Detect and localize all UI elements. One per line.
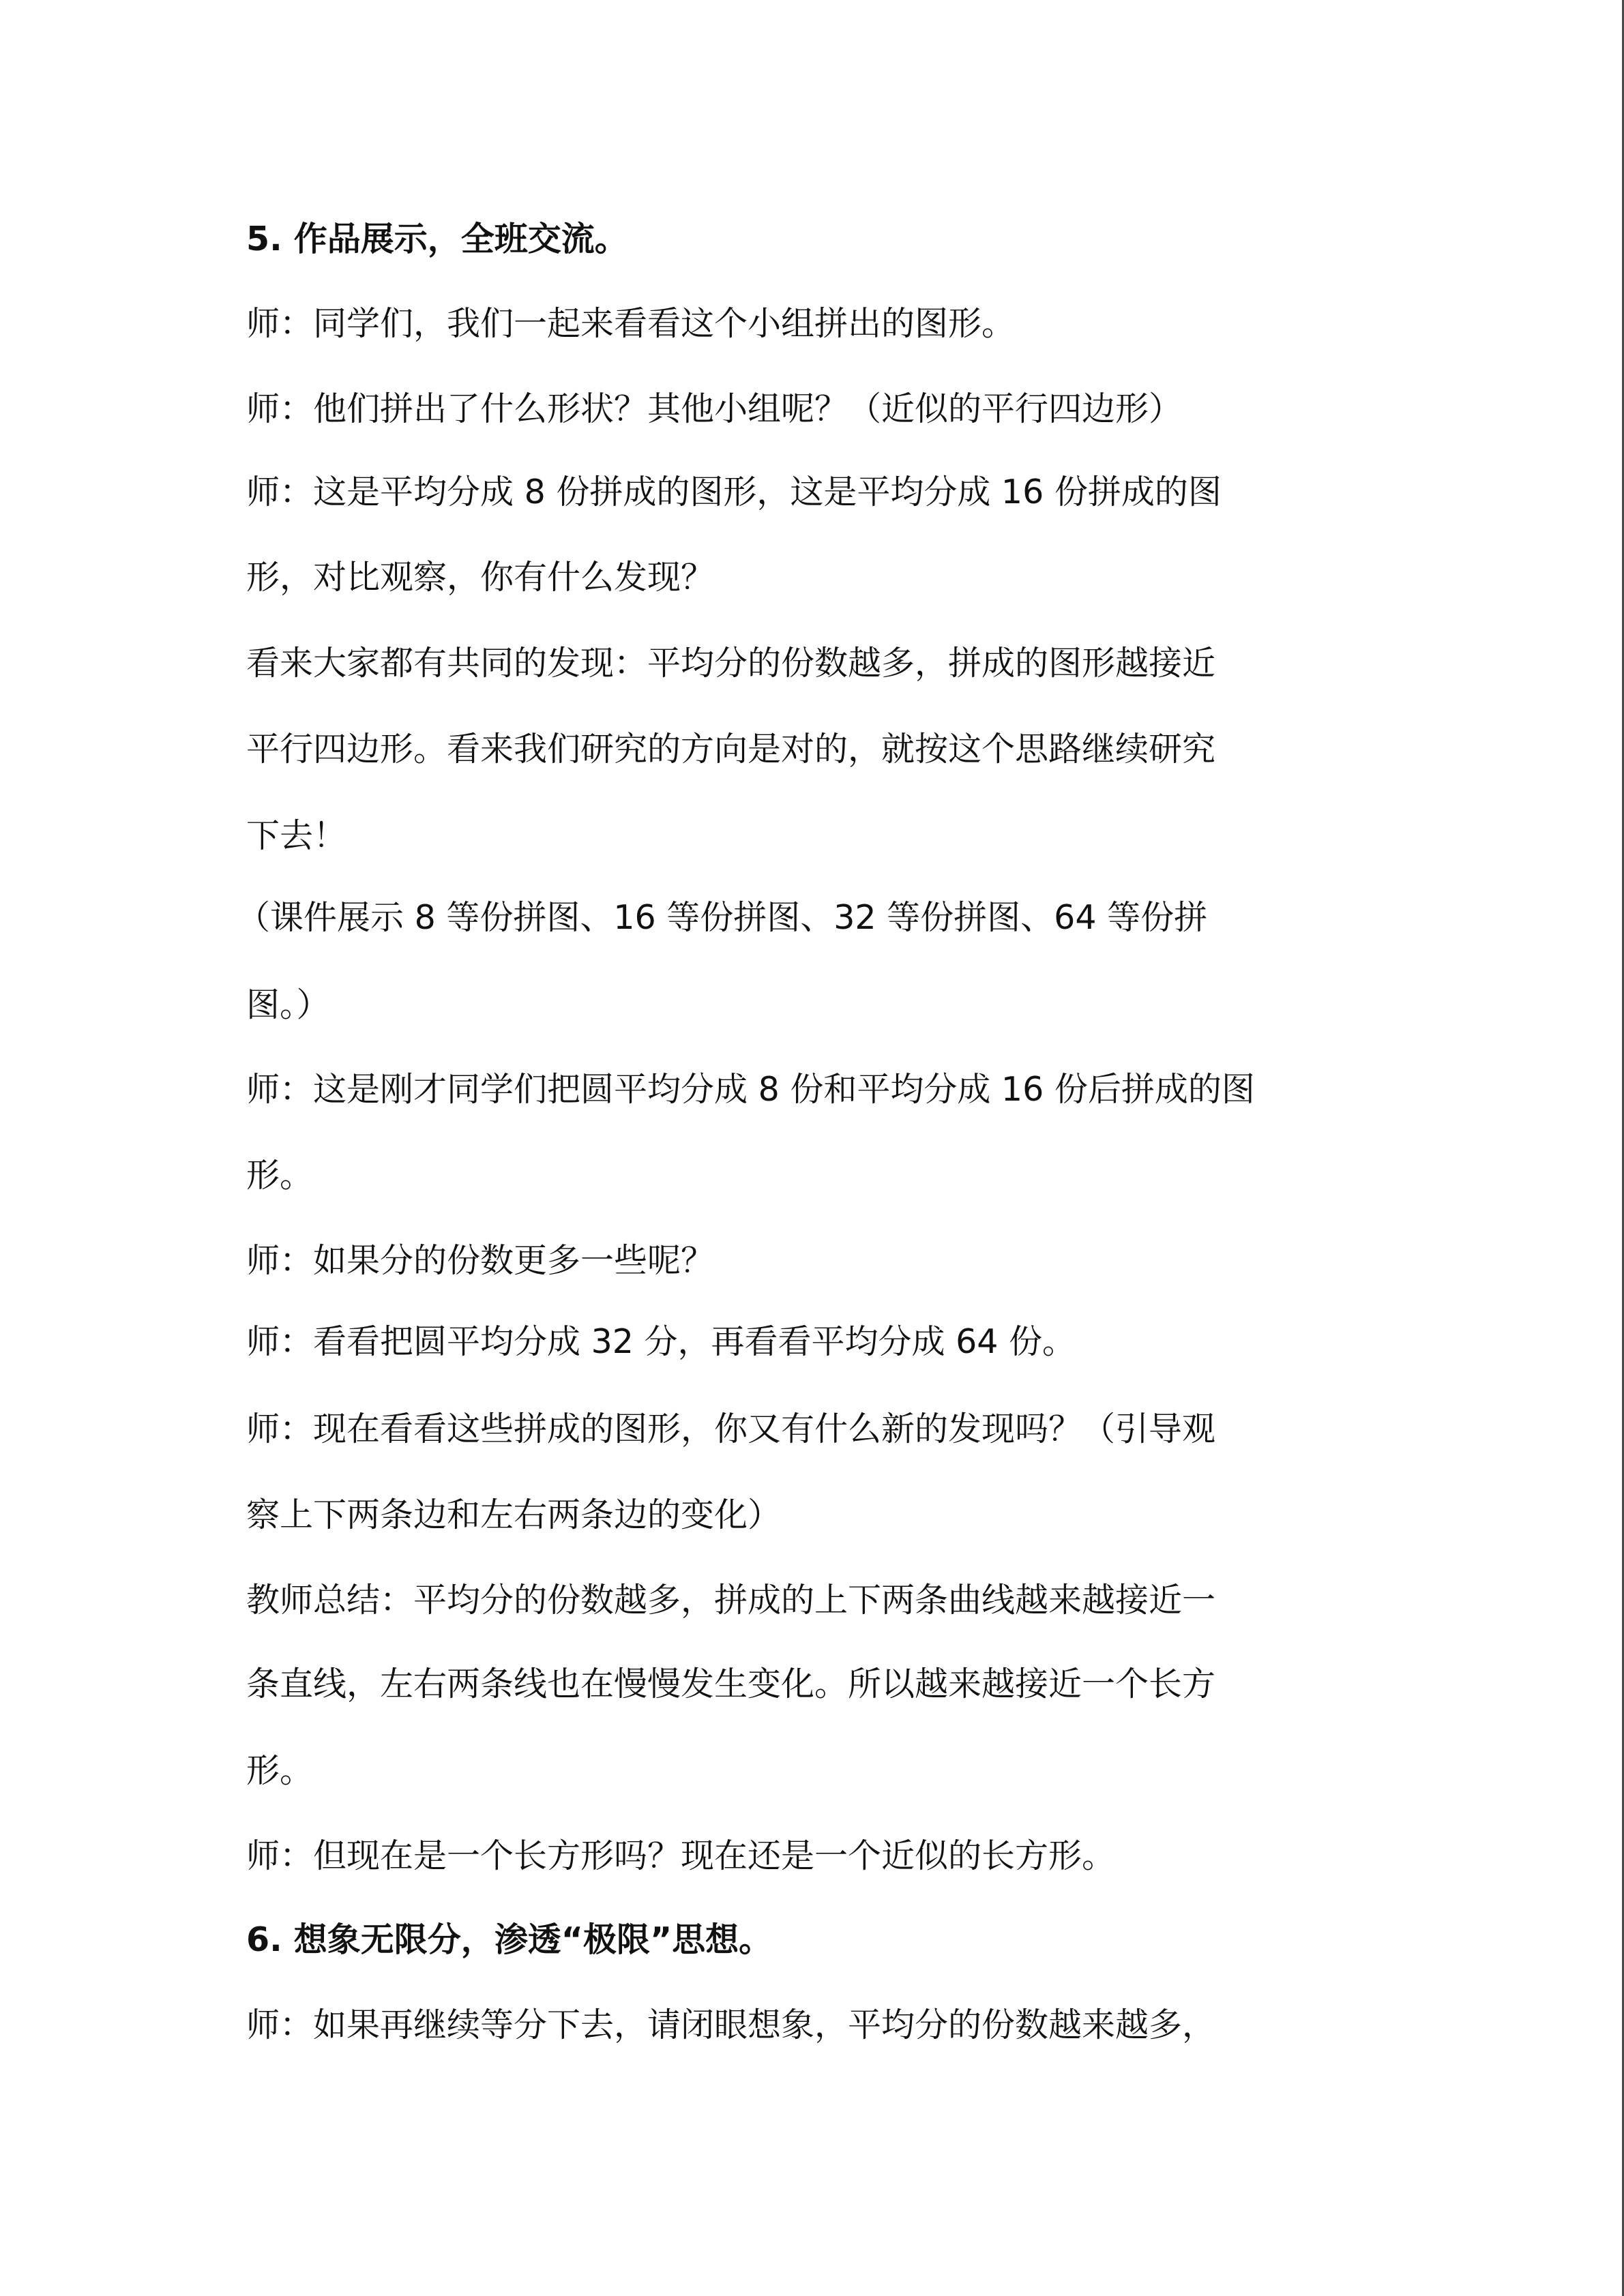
paragraph-line: 师：同学们，我们一起来看看这个小组拼出的图形。	[246, 304, 1016, 343]
paragraph-line: 察上下两条边和左右两条边的变化）	[246, 1495, 782, 1534]
paragraph-line: 看来大家都有共同的发现：平均分的份数越多，拼成的图形越接近	[246, 644, 1216, 683]
paragraph-line: 师：现在看看这些拼成的图形，你又有什么新的发现吗？（引导观	[246, 1410, 1216, 1448]
paragraph-line: 形。	[246, 1751, 314, 1790]
paragraph-line: 下去！	[246, 816, 347, 855]
paragraph-line: 条直线，左右两条线也在慢慢发生变化。所以越来越接近一个长方	[246, 1665, 1216, 1703]
paragraph-line: 师：这是平均分成 8 份拼成的图形，这是平均分成 16 份拼成的图	[246, 473, 1222, 511]
section-heading-5: 5. 作品展示，全班交流。	[246, 220, 628, 258]
paragraph-line: 师：这是刚才同学们把圆平均分成 8 份和平均分成 16 份后拼成的图	[246, 1070, 1255, 1109]
paragraph-line: 师：但现在是一个长方形吗？现在还是一个近似的长方形。	[246, 1836, 1116, 1875]
paragraph-line: 形。	[246, 1156, 314, 1195]
paragraph-line: 师：如果再继续等分下去，请闭眼想象，平均分的份数越来越多，	[246, 2006, 1216, 2044]
paragraph-line: 师：他们拼出了什么形状？其他小组呢？（近似的平行四边形）	[246, 389, 1183, 428]
paragraph-line: 平行四边形。看来我们研究的方向是对的，就按这个思路继续研究	[246, 730, 1216, 769]
paragraph-line: 形，对比观察，你有什么发现？	[246, 558, 715, 597]
section-heading-6: 6. 想象无限分，渗透“极限”思想。	[246, 1920, 773, 1959]
paragraph-line: 图。）	[246, 985, 330, 1024]
paragraph-line: 教师总结：平均分的份数越多，拼成的上下两条曲线越来越接近一	[246, 1581, 1216, 1620]
paragraph-line: 师：看看把圆平均分成 32 分，再看看平均分成 64 份。	[246, 1322, 1076, 1361]
paragraph-line: （课件展示 8 等份拼图、16 等份拼图、32 等份拼图、64 等份拼	[237, 898, 1208, 937]
paragraph-line: 师：如果分的份数更多一些呢？	[246, 1241, 715, 1280]
